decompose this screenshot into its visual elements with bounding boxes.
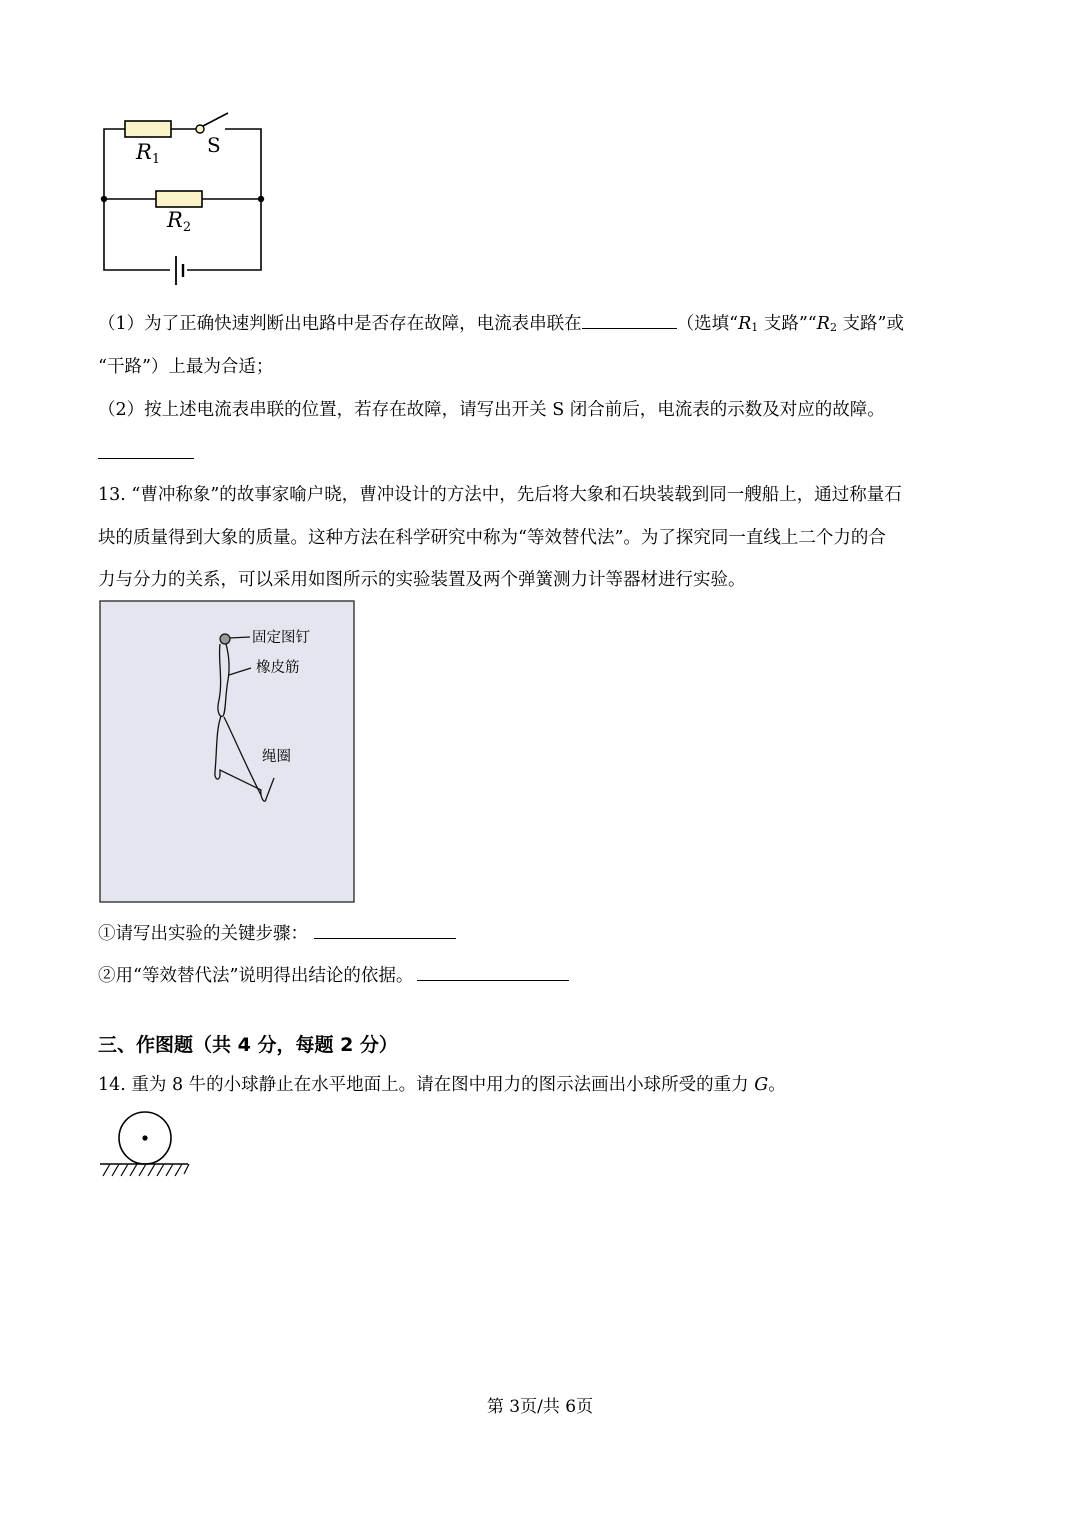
ball-center-dot xyxy=(142,1135,147,1140)
switch-contact xyxy=(196,125,204,133)
switch-label: S xyxy=(207,133,221,157)
ball-on-ground-figure xyxy=(96,1108,196,1180)
q13-line1: 13. “曹冲称象”的故事家喻户晓，曹冲设计的方法中，先后将大象和石块装载到同一艘船上，通过称量石 xyxy=(98,485,902,505)
q12-part1-line1 xyxy=(98,310,904,335)
q12-part1-text-b: （选填“ xyxy=(676,314,739,334)
section-3-title: 三、作图题（共 4 分，每题 2 分） xyxy=(98,1034,398,1056)
q14-text xyxy=(98,1071,786,1096)
resistor-r2 xyxy=(156,191,202,207)
r1-label: R1 xyxy=(136,140,161,167)
label-band: 橡皮筋 xyxy=(256,660,300,676)
switch-blade xyxy=(203,113,228,126)
q13-sub1-text: ①请写出实验的关键步骤： xyxy=(98,924,308,944)
page-footer: 第 3页/共 6页 xyxy=(486,1397,594,1417)
rubber-band-figure xyxy=(99,600,357,905)
circuit-diagram xyxy=(90,100,280,290)
q12-part1-text-a: （1）为了正确快速判断出电路中是否存在故障，电流表串联在 xyxy=(98,314,582,334)
junction-right xyxy=(258,196,264,202)
q12-part1-text-d: 支路”或 xyxy=(836,314,904,334)
q14-text-a: 14. 重为 8 牛的小球静止在水平地面上。请在图中用力的图示法画出小球所受的重力 xyxy=(98,1075,755,1095)
q12-part1-r1-letter: R xyxy=(738,314,752,334)
q13-line3: 力与分力的关系，可以采用如图所示的实验装置及两个弹簧测力计等器材进行实验。 xyxy=(98,570,746,590)
q12-part1-r1-sub: 1 xyxy=(751,321,759,334)
q12-part1-r2-sub: 2 xyxy=(829,321,837,334)
r2-label: R2 xyxy=(167,208,192,235)
q13-sub2-blank[interactable] xyxy=(417,979,569,981)
q13-sub1-blank[interactable] xyxy=(314,937,456,939)
pin-icon xyxy=(220,634,230,644)
label-pin: 固定图钉 xyxy=(252,630,310,646)
ground-hatching xyxy=(103,1164,189,1176)
q14-text-end: 。 xyxy=(768,1075,786,1095)
resistor-r1 xyxy=(125,121,171,137)
q12-part1-r2-letter: R xyxy=(816,314,830,334)
junction-left xyxy=(101,196,107,202)
q12-part2-blank[interactable] xyxy=(98,457,194,459)
q14-g-symbol: G xyxy=(754,1075,769,1095)
q13-sub2 xyxy=(98,962,569,987)
q13-sub2-text: ②用“等效替代法”说明得出结论的依据。 xyxy=(98,966,414,986)
q13-sub1 xyxy=(98,920,456,945)
label-loop: 绳圈 xyxy=(262,749,291,765)
q13-line2: 块的质量得到大象的质量。这种方法在科学研究中称为“等效替代法”。为了探究同一直线上二个力的合 xyxy=(98,528,886,548)
q12-part2: （2）按上述电流表串联的位置，若存在故障，请写出开关 S 闭合前后，电流表的示数及对应的故障。 xyxy=(98,400,885,420)
q12-part1-blank[interactable] xyxy=(582,327,677,329)
q12-part1-text-c: 支路”“ xyxy=(758,314,817,334)
q12-part1-line2: “干路”）上最为合适； xyxy=(98,357,274,377)
